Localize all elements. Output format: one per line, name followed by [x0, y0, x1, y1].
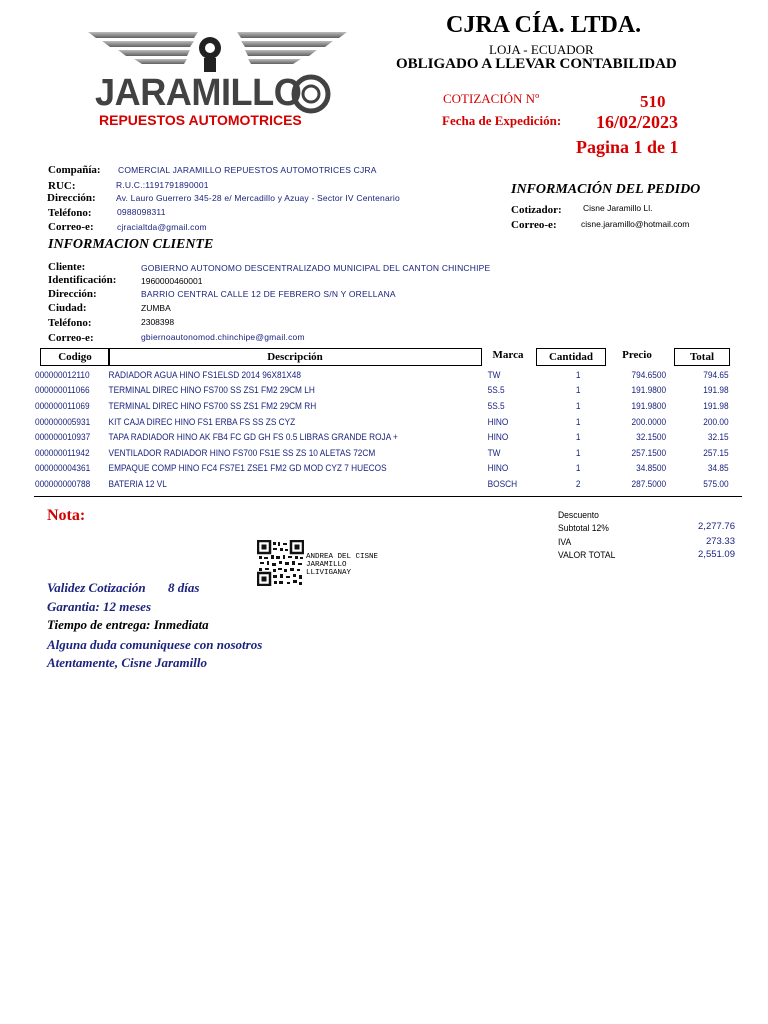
- validity-label: Validez Cotización: [47, 580, 146, 595]
- cell-brand: TW: [487, 448, 501, 458]
- total-label: VALOR TOTAL: [558, 550, 616, 561]
- subtotal-value: 2,277.76: [698, 521, 735, 532]
- cell-total: 32.15: [707, 432, 729, 442]
- cell-brand: HINO: [487, 417, 509, 427]
- header-cell-desc: [108, 348, 482, 366]
- cell-price: 257.1500: [631, 448, 667, 458]
- signature-name-line2: JARAMILLO: [306, 561, 347, 569]
- cell-price: 34.8500: [636, 463, 667, 473]
- delivery-text: Tiempo de entrega: Inmediata: [47, 617, 209, 632]
- issuer-label: Teléfono:: [48, 207, 92, 219]
- order-info-title: INFORMACIÓN DEL PEDIDO: [511, 182, 701, 197]
- header-cell-price: [604, 348, 670, 364]
- cell-total: 34.85: [707, 463, 729, 473]
- table-row: [0, 401, 729, 414]
- cell-price: 287.5000: [631, 479, 667, 489]
- cell-price: 191.9800: [631, 401, 667, 411]
- qr-code-icon: [257, 540, 304, 586]
- cell-total: 794.65: [703, 370, 729, 380]
- header-cell-total: [674, 348, 730, 366]
- cell-qty: 1: [575, 401, 581, 411]
- cell-code: 000000012110: [34, 370, 90, 380]
- cell-desc: RADIADOR AGUA HINO FS1ELSD 2014 96X81X48: [108, 370, 301, 380]
- cell-code: 000000011066: [34, 385, 90, 395]
- table-header: [40, 348, 728, 365]
- cell-code: 000000005931: [34, 417, 91, 427]
- issuer-address-value: Av. Lauro Guerrero 345-28 e/ Mercadillo y Azuay - Sector IV Centenario: [116, 193, 400, 203]
- client-email-value: gbiernoautonomod.chinchipe@gmail.com: [141, 332, 305, 342]
- cell-price: 191.9800: [631, 385, 667, 395]
- cell-desc: BATERIA 12 VL: [108, 479, 167, 489]
- signature-name-line3: LLIVIGANAY: [306, 569, 352, 577]
- order-email-value: cisne.jaramillo@hotmail.com: [581, 219, 690, 229]
- total-label: Descuento: [558, 510, 599, 521]
- issuer-phone-value: 0988098311: [117, 207, 166, 217]
- logo-brand: JARAMILLO: [95, 72, 302, 114]
- quote-date-label: Fecha de Expedición:: [442, 113, 562, 128]
- cell-brand: HINO: [487, 463, 509, 473]
- cell-desc: TAPA RADIADOR HINO AK FB4 FC GD GH FS 0.5 LIBRAS GRANDE ROJA +: [108, 432, 398, 442]
- total-label: IVA: [558, 537, 572, 548]
- cell-desc: TERMINAL DIREC HINO FS700 SS ZS1 FM2 29CM LH: [108, 385, 315, 395]
- issuer-label: Compañía:: [48, 164, 101, 176]
- cell-total: 191.98: [703, 401, 729, 411]
- issuer-label: Dirección:: [47, 192, 96, 204]
- header-brand-label: Marca: [492, 349, 524, 361]
- cell-brand: TW: [487, 370, 501, 380]
- cell-desc: VENTILADOR RADIADOR HINO FS700 FS1E SS ZS 10 ALETAS 72CM: [108, 448, 376, 458]
- cell-code: 000000011069: [34, 401, 90, 411]
- cell-qty: 1: [575, 463, 581, 473]
- client-label: Cliente:: [48, 261, 86, 273]
- signature-name-line1: ANDREA DEL CISNE: [306, 553, 379, 561]
- cell-brand: 5S.5: [487, 401, 505, 411]
- table-row: [0, 448, 729, 461]
- cell-qty: 1: [575, 448, 581, 458]
- contact-text: Alguna duda comuniquese con nosotros: [47, 637, 263, 652]
- header-price-label: Precio: [622, 349, 652, 361]
- client-label: Identificación:: [48, 274, 117, 286]
- order-email-label: Correo-e:: [511, 219, 557, 231]
- table-row: [0, 370, 729, 383]
- cell-code: 000000004361: [34, 463, 91, 473]
- cell-code: 000000010937: [34, 432, 91, 442]
- quote-number: 510: [640, 92, 666, 111]
- signature-block: [257, 540, 397, 586]
- note-label: Nota:: [47, 507, 86, 524]
- cell-total: 575.00: [703, 479, 729, 489]
- quoter-label: Cotizador:: [511, 204, 562, 216]
- header-total-label: Total: [689, 351, 715, 363]
- cell-total: 257.15: [703, 448, 729, 458]
- bearing-icon: [291, 74, 331, 114]
- client-phone-value: 2308398: [141, 317, 175, 327]
- client-label: Teléfono:: [48, 317, 92, 329]
- cell-price: 200.0000: [631, 417, 667, 427]
- header-cell-brand: [480, 348, 536, 364]
- cell-code: 000000000788: [34, 479, 91, 489]
- cell-qty: 1: [575, 432, 581, 442]
- winged-piston-logo-icon: [70, 8, 365, 78]
- cell-desc: TERMINAL DIREC HINO FS700 SS ZS1 FM2 29CM RH: [108, 401, 317, 411]
- total-label: Subtotal 12%: [558, 523, 609, 534]
- quote-date: 16/02/2023: [596, 112, 679, 132]
- validity-value: 8 días: [168, 580, 200, 595]
- client-info-title: INFORMACION CLIENTE: [48, 237, 214, 252]
- issuer-label: Correo-e:: [48, 221, 94, 233]
- cell-qty: 2: [575, 479, 581, 489]
- cell-qty: 1: [575, 370, 581, 380]
- cell-qty: 1: [575, 385, 581, 395]
- grand-total-value: 2,551.09: [698, 549, 735, 560]
- company-location: LOJA - ECUADOR: [489, 42, 594, 57]
- client-label: Dirección:: [48, 288, 97, 300]
- quoter-value: Cisne Jaramillo Ll.: [583, 203, 653, 213]
- cell-desc: EMPAQUE COMP HINO FC4 FS7E1 ZSE1 FM2 GD MOD CYZ 7 HUECOS: [108, 463, 387, 473]
- table-row: [0, 463, 729, 476]
- closing-text: Atentamente, Cisne Jaramillo: [47, 655, 207, 670]
- client-id-value: 1960000460001: [141, 276, 203, 286]
- issuer-label: RUC:: [48, 180, 76, 192]
- cell-total: 191.98: [703, 385, 729, 395]
- cell-qty: 1: [575, 417, 581, 427]
- iva-value: 273.33: [705, 536, 735, 547]
- client-name-value: GOBIERNO AUTONOMO DESCENTRALIZADO MUNICIPAL DEL CANTON CHINCHIPE: [141, 263, 491, 273]
- logo-tagline: REPUESTOS AUTOMOTRICES: [99, 112, 302, 128]
- cell-code: 000000011942: [34, 448, 90, 458]
- cell-total: 200.00: [703, 417, 729, 427]
- cell-brand: BOSCH: [487, 479, 518, 489]
- table-bottom-divider: [34, 496, 742, 497]
- company-name: CJRA CÍA. LTDA.: [446, 12, 642, 38]
- cell-desc: KIT CAJA DIREC HINO FS1 ERBA FS SS ZS CYZ: [108, 417, 296, 427]
- cell-price: 32.1500: [636, 432, 667, 442]
- table-row: [0, 417, 729, 430]
- client-label: Correo-e:: [48, 332, 94, 344]
- company-logo: [70, 8, 365, 148]
- header-code-label: Codigo: [58, 351, 92, 363]
- table-row: [0, 432, 729, 445]
- table-row: [0, 385, 729, 398]
- cell-brand: HINO: [487, 432, 509, 442]
- issuer-ruc-value: R.U.C.:1191791890001: [116, 180, 209, 190]
- issuer-email-value: cjracialtda@gmail.com: [117, 222, 207, 232]
- client-city-value: ZUMBA: [141, 303, 171, 313]
- header-cell-qty: [536, 348, 606, 366]
- header-desc-label: Descripción: [267, 351, 323, 363]
- table-row: [0, 479, 729, 492]
- client-label: Ciudad:: [48, 302, 87, 314]
- cell-brand: 5S.5: [487, 385, 505, 395]
- header-cell-code: [40, 348, 110, 366]
- issuer-company-value: COMERCIAL JARAMILLO REPUESTOS AUTOMOTRICES CJRA: [118, 165, 377, 175]
- page-indicator: Pagina 1 de 1: [576, 137, 679, 157]
- cell-price: 794.6500: [631, 370, 667, 380]
- header-qty-label: Cantidad: [548, 351, 594, 363]
- warranty-text: Garantia: 12 meses: [47, 599, 151, 614]
- client-address-value: BARRIO CENTRAL CALLE 12 DE FEBRERO S/N Y ORELLANA: [141, 289, 396, 299]
- company-obligation: OBLIGADO A LLEVAR CONTABILIDAD: [396, 56, 677, 72]
- quote-number-label: COTIZACIÓN Nº: [443, 91, 540, 106]
